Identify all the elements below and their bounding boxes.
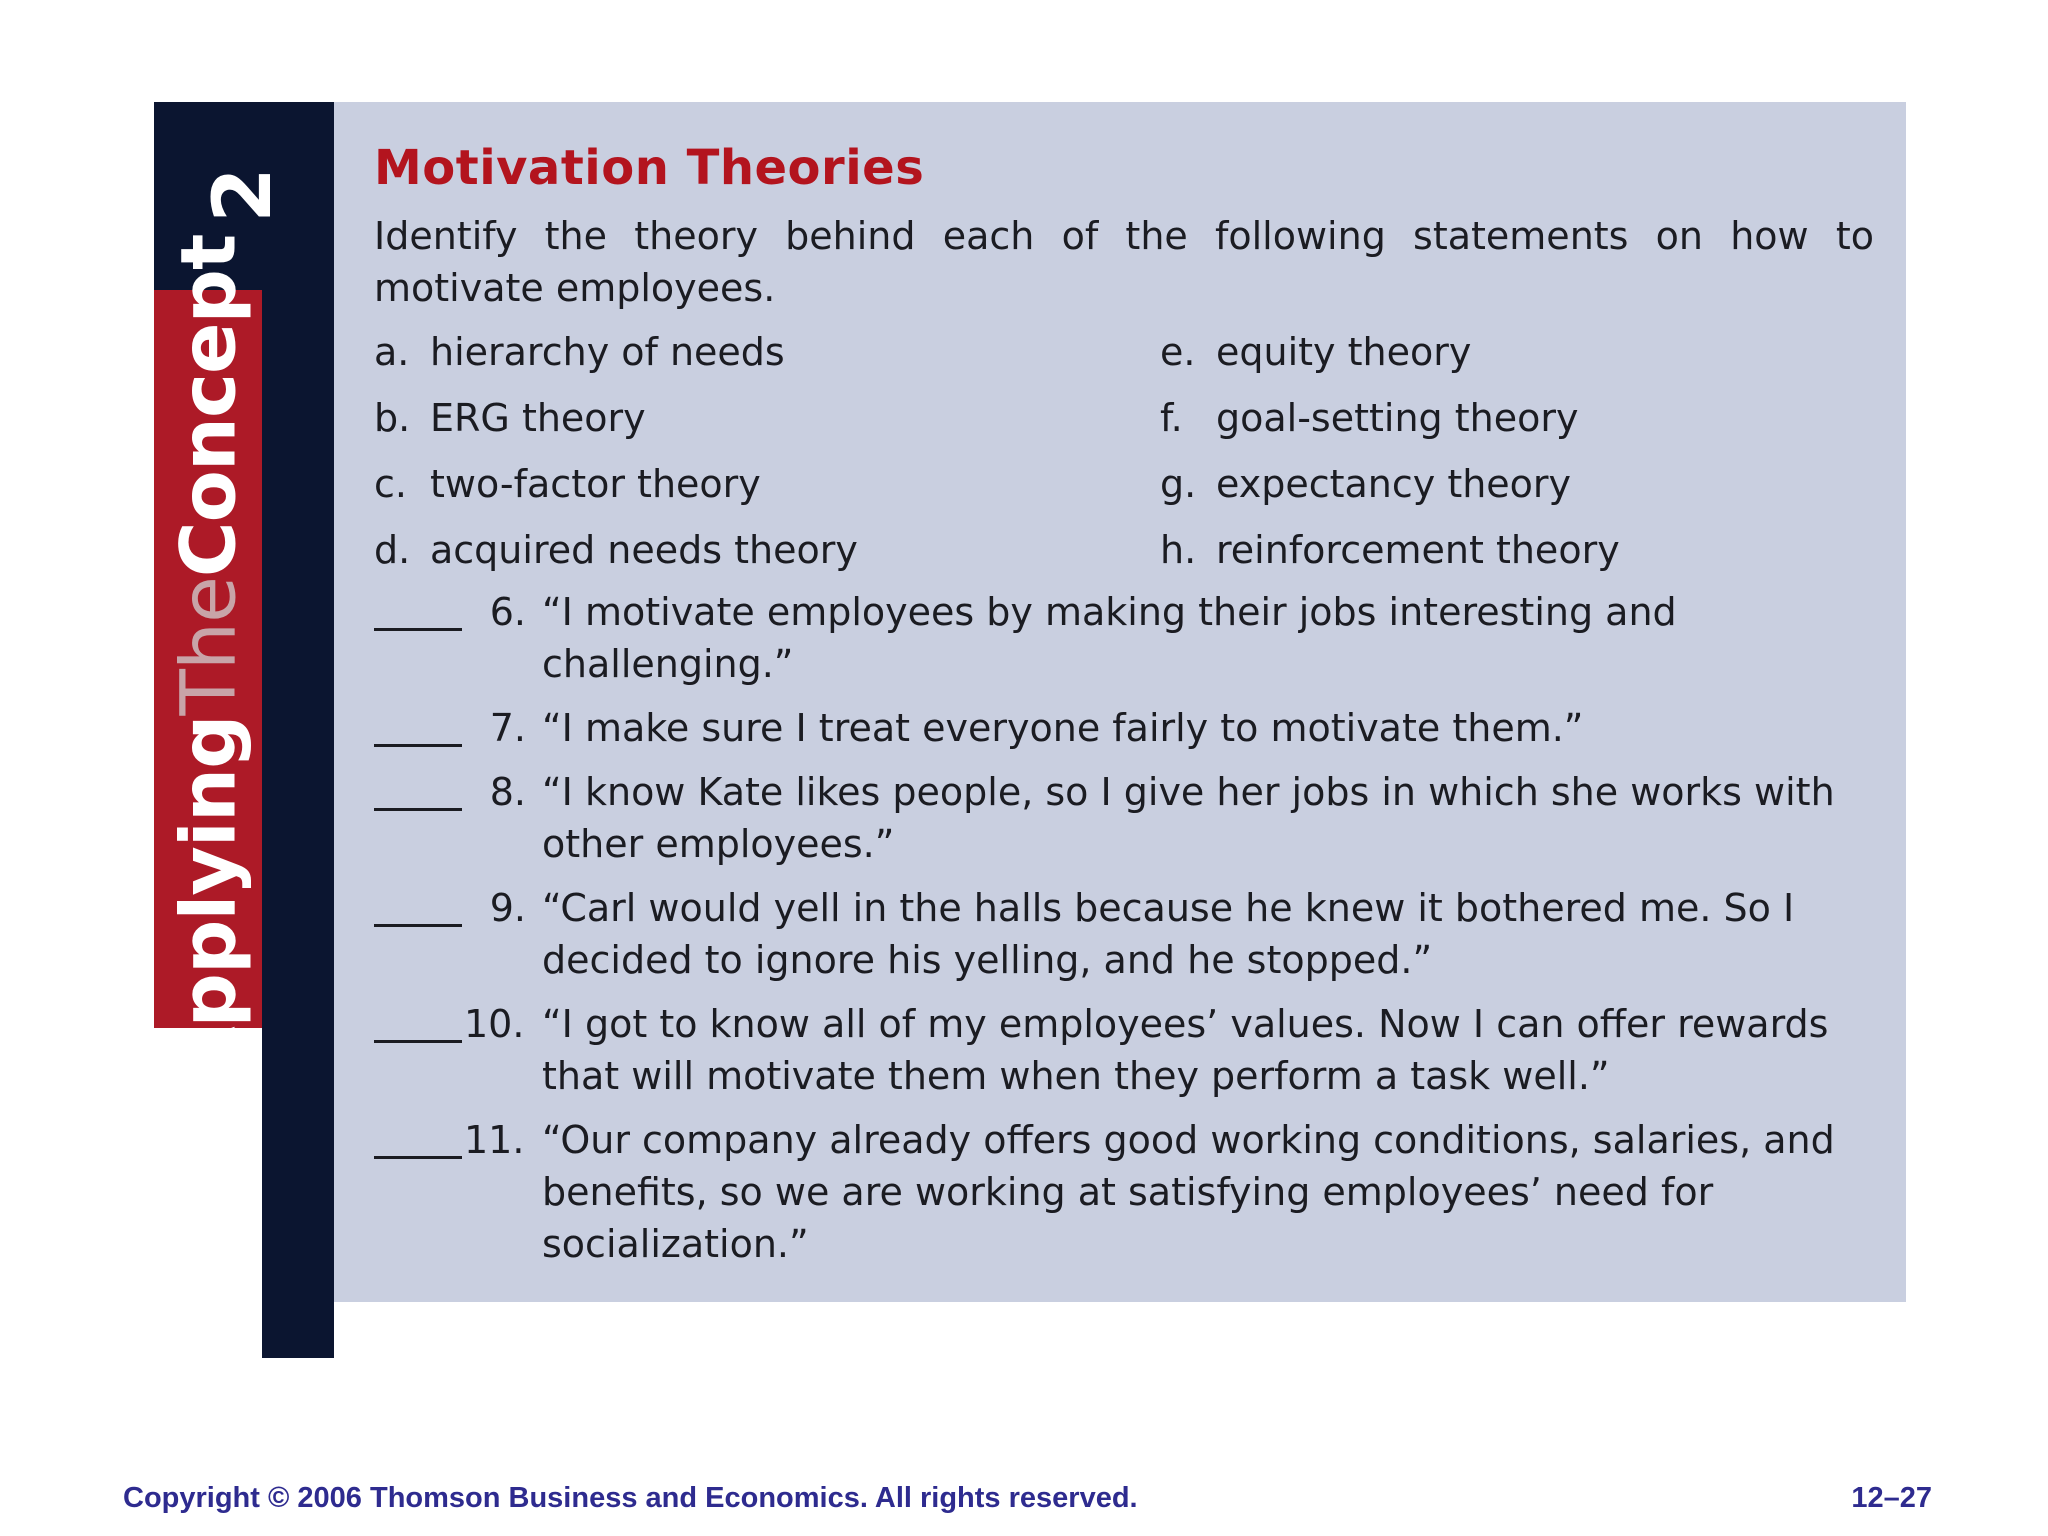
statement-text: “I make sure I treat everyone fairly to motivate them.”	[542, 706, 1584, 750]
label-applying: Applying	[163, 715, 253, 1086]
statement-item	[374, 586, 1874, 690]
statement-text: “I got to know all of my employees’ values. Now I can offer rewards that will motivate them when they perform a task well.”	[542, 1002, 1829, 1098]
chapter-number: 2	[195, 167, 289, 223]
theory-option: h. reinforcement theory	[1160, 528, 1620, 572]
statement-item	[374, 766, 1874, 870]
theory-option: b. ERG theory	[374, 396, 646, 440]
statement-item	[374, 998, 1874, 1102]
statement-number: 8.	[489, 770, 526, 814]
theory-option: a. hierarchy of needs	[374, 330, 785, 374]
answer-blank[interactable]	[374, 1000, 462, 1043]
theory-option: c. two-factor theory	[374, 462, 761, 506]
exercise-title: Motivation Theories	[374, 140, 925, 196]
sidebar-navy-bar	[262, 290, 334, 1358]
exercise-content	[374, 140, 1874, 1282]
statement-item	[374, 882, 1874, 986]
page-number: 12–27	[1851, 1482, 1932, 1514]
statement-number: 7.	[489, 706, 526, 750]
theory-option: g. expectancy theory	[1160, 462, 1572, 506]
label-the: The	[163, 577, 253, 716]
statement-text: “Our company already offers good working conditions, salaries, and benefits, so we are working at satisfying employees’ need for socialization.”	[542, 1118, 1835, 1266]
answer-blank[interactable]	[374, 884, 462, 927]
statement-text: “Carl would yell in the halls because he knew it bothered me. So I decided to ignore his yelling, and he stopped.”	[542, 886, 1795, 982]
copyright-notice: Copyright © 2006 Thomson Business and Economics. All rights reserved.	[123, 1482, 1138, 1514]
statement-number: 10.	[464, 1002, 525, 1046]
statement-item	[374, 702, 1874, 754]
theory-option: f. goal-setting theory	[1160, 396, 1579, 440]
theory-option: e. equity theory	[1160, 330, 1472, 374]
answer-blank[interactable]	[374, 768, 462, 811]
answer-blank[interactable]	[374, 704, 462, 747]
answer-blank[interactable]	[374, 1116, 462, 1159]
statement-list	[374, 586, 1874, 1270]
statement-number: 11.	[464, 1118, 525, 1162]
answer-blank[interactable]	[374, 588, 462, 631]
statement-number: 6.	[489, 590, 526, 634]
statement-text: “I motivate employees by making their jobs interesting and challenging.”	[542, 590, 1677, 686]
statement-number: 9.	[489, 886, 526, 930]
statement-item	[374, 1114, 1874, 1270]
theory-options	[374, 324, 1874, 578]
exercise-instructions: Identify the theory behind each of the following statements on how to motivate employees.	[374, 214, 1874, 310]
label-concept: Concept	[163, 234, 253, 578]
theory-option: d. acquired needs theory	[374, 528, 858, 572]
statement-text: “I know Kate likes people, so I give her jobs in which she works with other employees.”	[542, 770, 1835, 866]
